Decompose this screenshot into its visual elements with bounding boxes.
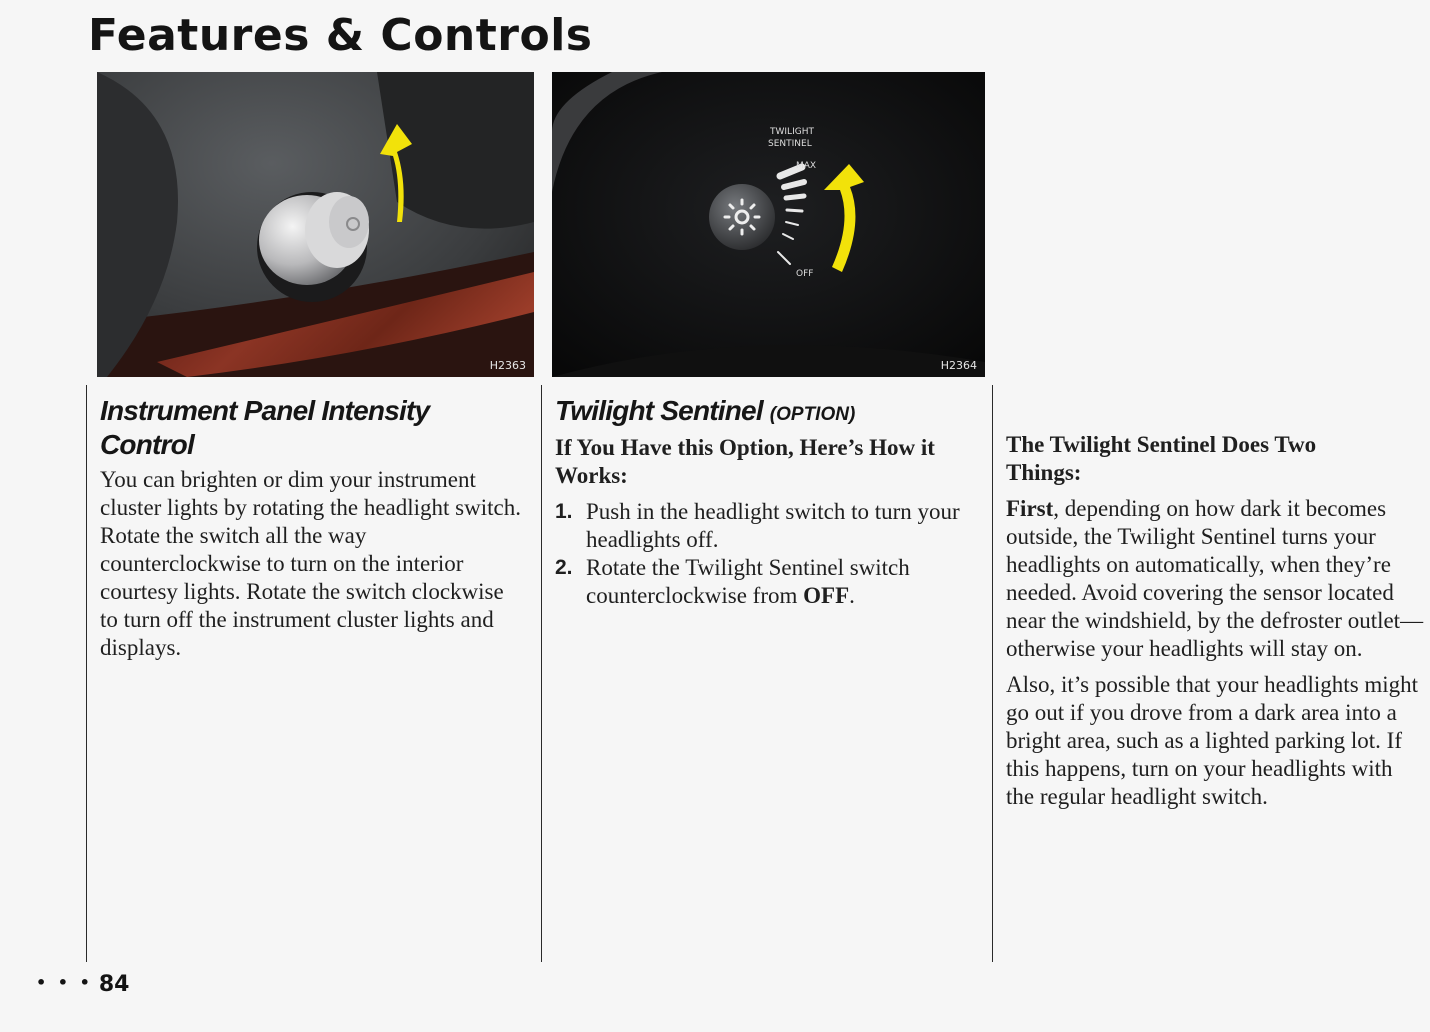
column-rule [86, 385, 87, 962]
steps-list [555, 498, 965, 610]
step-text: Push in the headlight switch to turn your headlights off. [586, 499, 960, 552]
section-subheading: If You Have this Option, Here’s How it Works: [555, 435, 935, 488]
step-text: Rotate the Twilight Sentinel switch counterclockwise from [586, 555, 910, 608]
dial-label-off: OFF [796, 269, 814, 279]
photo-code: H2363 [489, 359, 526, 372]
footer-dots: • • • [36, 973, 93, 992]
paragraph-first [1006, 495, 1424, 663]
sentinel-dial [709, 184, 775, 250]
dial-label-max: MAX [796, 161, 817, 171]
list-item [555, 498, 965, 554]
step-number: 1. [555, 500, 573, 523]
paragraph-second: Also, it’s possible that your headlights might go out if you drove from a dark area into a bright area, such as a lighted parking lot. If this happens, turn on your headlights with the regular headlight switch. [1006, 672, 1419, 809]
step-number: 2. [555, 556, 573, 579]
instrument-panel-section [100, 394, 525, 662]
column-rule [541, 385, 542, 962]
section-heading: Instrument Panel Intensity Control [100, 395, 430, 460]
twilight-sentinel-photo [552, 72, 985, 377]
section-subheading: The Twilight Sentinel Does Two Things: [1006, 432, 1317, 485]
list-item [555, 554, 965, 610]
step-text-end: . [849, 583, 855, 608]
headlight-switch-photo [97, 72, 534, 377]
page-number: 84 [98, 972, 130, 997]
twilight-sentinel-section [555, 394, 965, 610]
dial-label-line1: TWILIGHT [770, 127, 814, 137]
twilight-sentinel-illustration [552, 72, 985, 377]
section-body: You can brighten or dim your instrument cluster lights by rotating the headlight switch. Rotate the switch all the way counterclockwise to turn on the interior courtesy lights. Rotate the switch clockwise to turn off the instrument cluster lights and displays. [100, 467, 521, 660]
sentinel-details-section [1006, 431, 1424, 811]
option-tag: (OPTION) [769, 404, 856, 425]
headlight-switch-illustration [97, 72, 534, 377]
page-title: Features & Controls [88, 10, 593, 61]
photo-code: H2364 [940, 359, 977, 372]
paragraph-text: , depending on how dark it becomes outside, the Twilight Sentinel turns your headlights on automatically, when they’re needed. Avoid covering the sensor located near the windshield, by the defroster outlet—otherwise your headlights will stay on. [1006, 496, 1424, 661]
column-rule [992, 385, 993, 962]
step-emphasis: OFF [803, 583, 850, 608]
paragraph-lead: First [1006, 496, 1054, 521]
heading-text: Twilight Sentinel [555, 395, 763, 426]
section-heading [555, 394, 965, 432]
dial-label-line2: SENTINEL [768, 139, 812, 149]
page-footer [36, 972, 129, 997]
